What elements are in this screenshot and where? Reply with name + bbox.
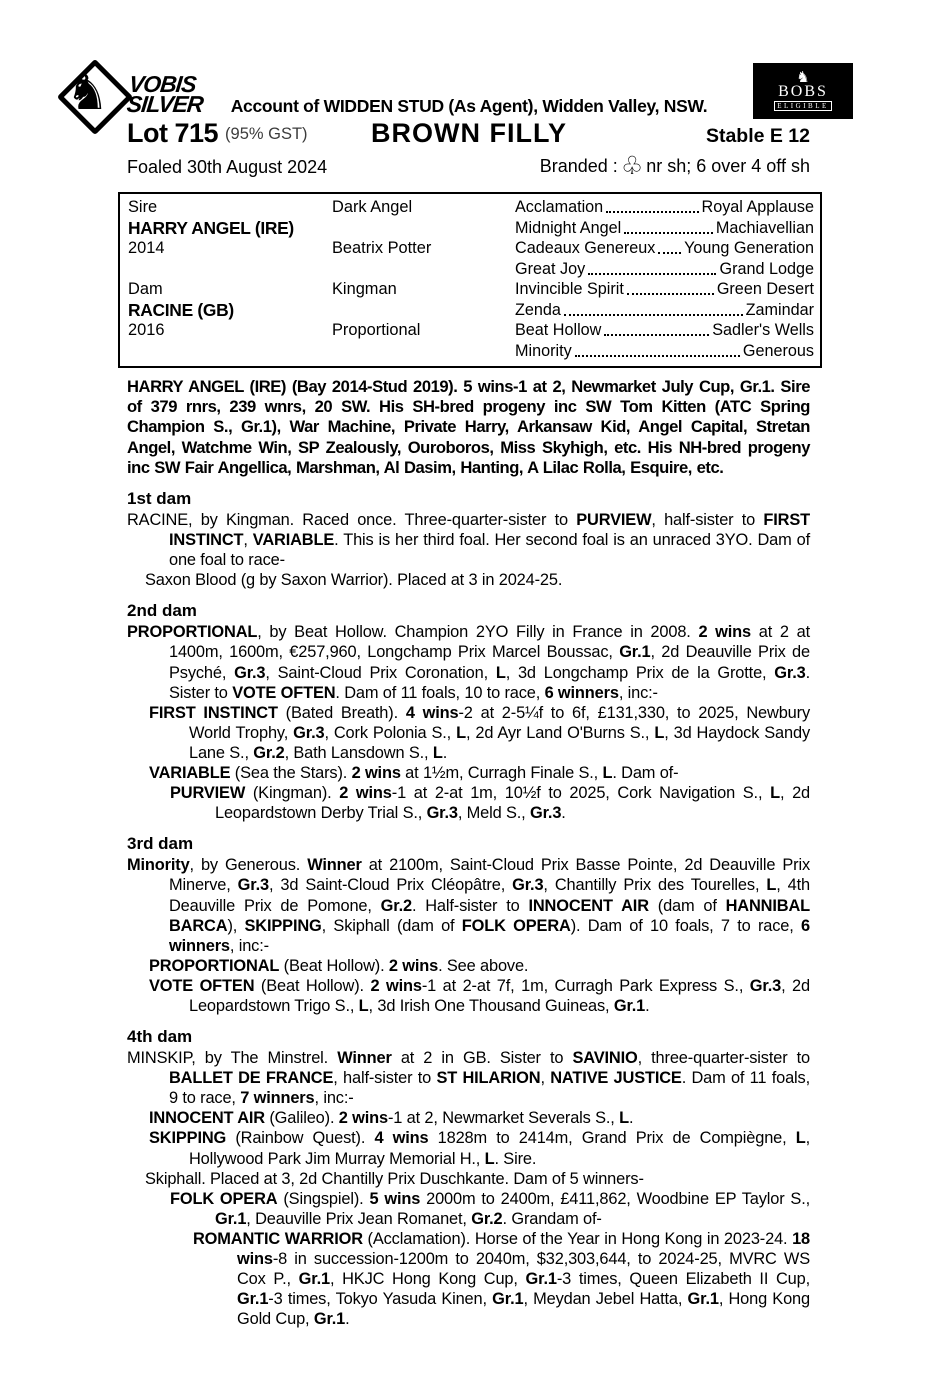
text-run: , Deauville Prix Jean Romanet, [246, 1209, 472, 1228]
text-run: at 2 in GB. Sister to [391, 1049, 573, 1068]
text-run: 1828m to 2414m, Grand Prix de Compiègne, [428, 1129, 796, 1148]
text-run: (Beat Hollow). [254, 976, 371, 995]
text-run: . Grandam of- [502, 1209, 602, 1228]
pedigree-cell-grandparents [515, 238, 814, 259]
pedigree-paragraph [127, 1169, 810, 1189]
bold-text-run: L [795, 1129, 806, 1148]
dot-leader [658, 238, 681, 254]
vobis-word: VOBIS [127, 71, 197, 97]
bold-text-run: Gr.1 [687, 1290, 719, 1309]
bold-text-run: Gr.3 [426, 804, 458, 823]
pedigree-paragraph [127, 703, 810, 763]
bold-text-run: ST HILARION [436, 1069, 541, 1088]
pedigree-paragraph [127, 510, 810, 570]
text-run: , Meld S., [457, 804, 530, 823]
text-run: (Rainbow Quest). [226, 1129, 375, 1148]
bold-text-run: FOLK OPERA [461, 916, 571, 935]
grandparent-dam-name: Royal Applause [701, 198, 814, 216]
pedigree-content [118, 192, 822, 1329]
bobs-badge-title: BOBS [778, 83, 828, 100]
text-run: (Singspiel). [277, 1189, 370, 1208]
text-run: (dam of [648, 896, 726, 915]
bold-text-run: NATIVE JUSTICE [550, 1069, 682, 1088]
grandparent-dam-name: Sadler's Wells [712, 321, 814, 339]
bold-text-run: L [484, 1149, 495, 1168]
bold-text-run: PURVIEW [170, 784, 246, 803]
bold-text-run: Gr.1 [237, 1290, 269, 1309]
grandparent-sire-name: Beat Hollow [515, 321, 602, 339]
bold-text-run: VOTE OFTEN [232, 683, 336, 702]
pedigree-row [128, 341, 814, 362]
text-run: (Kingman). [245, 784, 340, 803]
text-run: , 2d Ayr Land O'Burns S., [465, 723, 655, 742]
pedigree-cell-principal: HARRY ANGEL (IRE) [128, 217, 294, 238]
text-run: . This is her third foal. Her second foal is an unraced 3YO. Dam of one foal to race- [169, 531, 810, 570]
bold-text-run: L [770, 784, 780, 803]
section-heading: 4th dam [127, 1027, 193, 1047]
grandparent-sire-name: Great Joy [515, 259, 586, 278]
text-run: . [629, 1109, 634, 1128]
dot-leader [575, 341, 740, 357]
pedigree-cell-principal: Sire [128, 198, 158, 216]
pedigree-cell-grandparents [515, 259, 814, 280]
bold-text-run: 2 wins [698, 623, 752, 642]
text-run: . Dam of- [612, 764, 679, 783]
text-run: , Cork Polonia S., [324, 723, 457, 742]
text-run: MINSKIP, by The Minstrel. [127, 1049, 338, 1068]
bold-text-run: 4 wins [374, 1129, 429, 1148]
bold-text-run: L [456, 723, 466, 742]
text-run: , Skiphall (dam of [321, 916, 462, 935]
pedigree-section [118, 1027, 822, 1329]
bold-text-run: FIRST INSTINCT [169, 511, 810, 550]
bold-text-run: Gr.2 [253, 743, 285, 762]
text-run: . Sister to [169, 663, 810, 702]
text-run: ). Dam of 10 foals, 7 to race, [570, 916, 802, 935]
text-run: , by Generous. [189, 856, 308, 875]
grandparent-sire-name: Zenda [515, 300, 561, 319]
dot-leader [606, 197, 698, 213]
text-run: . [442, 743, 448, 762]
horse-jockey-glyph: ♞ [66, 67, 110, 120]
text-run: Skiphall. Placed at 3, 2d Chantilly Prix Duschkante. Dam of 5 winners- [145, 1169, 644, 1188]
text-run: -1 at 2-at 7f, 1m, Curragh Park Express S., [421, 976, 750, 995]
dot-leader [624, 218, 713, 234]
text-run: , inc:- [229, 936, 269, 955]
bold-text-run: Gr.2 [471, 1209, 503, 1228]
pedigree-section [118, 834, 822, 1016]
text-run: . [345, 1310, 350, 1329]
dot-leader [564, 300, 743, 316]
text-run: . [645, 996, 650, 1015]
pedigree-cell-parent [332, 259, 515, 280]
bobs-badge-subtitle: ELIGIBLE [774, 101, 832, 111]
bold-text-run: Winner [307, 856, 362, 875]
bold-text-run: Gr.1 [215, 1209, 247, 1228]
bold-text-run: L [432, 743, 443, 762]
bold-text-run: SKIPPING [244, 916, 322, 935]
pedigree-row [128, 218, 814, 239]
pedigree-cell-grandparents [515, 341, 814, 362]
bobs-horse-icon: ♞ [796, 69, 810, 86]
pedigree-row [128, 197, 814, 218]
grandparent-sire-name: Cadeaux Genereux [515, 239, 656, 257]
text-run: , 2d Leopardstown Trigo S., [189, 976, 810, 1015]
bold-text-run: PROPORTIONAL [127, 623, 258, 642]
bold-text-run: L [619, 1109, 629, 1128]
text-run: . Dam of 11 foals, 9 to race, [169, 1069, 810, 1108]
pedigree-cell-grandparents [515, 197, 814, 218]
text-run: -3 times, Queen Elizabeth II Cup, [556, 1270, 810, 1289]
text-run: -8 in succession-1200m to 2040m, $32,303,644, to 2024-25, MVRC WS Cox P., [237, 1250, 810, 1289]
bold-text-run: 6 winners [169, 916, 810, 955]
horse-title: BROWN FILLY [371, 118, 567, 148]
bold-text-run: PROPORTIONAL [149, 956, 280, 975]
pedigree-paragraph [127, 1128, 810, 1168]
text-run: , 3d Haydock Sandy Lane S., [189, 723, 810, 762]
vendor-account-line: Account of WIDDEN STUD (As Agent), Widden Valley, NSW. [230, 96, 708, 116]
lot-label: Lot 715 [127, 118, 219, 148]
pedigree-section [118, 601, 822, 823]
branded-description: nr sh; 6 over 4 off sh [646, 156, 810, 176]
text-run: , Meydan Jebel Hatta, [523, 1290, 688, 1309]
pedigree-paragraph [127, 976, 810, 1016]
grandparent-sire-name: Midnight Angel [515, 218, 622, 237]
pedigree-cell-grandparents [515, 279, 814, 300]
pedigree-cell-parent: Kingman [332, 280, 397, 298]
pedigree-paragraph [127, 570, 810, 590]
bold-text-run: 2 wins [388, 956, 439, 975]
foaled-date: Foaled 30th August 2024 [127, 157, 328, 177]
pedigree-section [118, 489, 822, 590]
text-run: , half-sister to [333, 1069, 437, 1088]
text-run: , 2d Leopardstown Derby Trial S., [215, 784, 811, 823]
pedigree-paragraph [127, 1108, 810, 1128]
grandparent-dam-name: Green Desert [716, 280, 814, 298]
text-run: , 3d Saint-Cloud Prix Cléopâtre, [268, 876, 513, 895]
bold-text-run: Winner [337, 1049, 392, 1068]
pedigree-cell-principal: RACINE (GB) [128, 299, 234, 320]
text-run: , inc:- [314, 1089, 354, 1108]
bold-text-run: Gr.3 [293, 723, 325, 742]
pedigree-paragraph [127, 622, 810, 702]
pedigree-paragraph [127, 1229, 810, 1329]
text-run: . [561, 804, 566, 823]
text-run: , by Beat Hollow. Champion 2YO Filly in France in 2008. [257, 623, 699, 642]
bold-text-run: PURVIEW [576, 511, 652, 530]
bold-text-run: SKIPPING [149, 1129, 227, 1148]
pedigree-paragraph [127, 956, 810, 976]
text-run: , inc:- [618, 683, 658, 702]
bold-text-run: VARIABLE [149, 764, 231, 783]
text-run: , three-quarter-sister to [637, 1049, 811, 1068]
pedigree-cell-parent [332, 341, 515, 362]
grandparent-sire-name: Acclamation [515, 198, 604, 216]
dot-leader [588, 259, 716, 275]
grandparent-dam-name: Machiavellian [715, 218, 814, 237]
stable-number: Stable E 12 [705, 125, 810, 147]
sire-summary: HARRY ANGEL (IRE) (Bay 2014-Stud 2019). 5 wins-1 at 2, Newmarket July Cup, Gr.1. Sire of 379 rnrs, 239 wnrs, 20 SW. His SH-bred progeny inc SW Tom Kitten (ATC Spring Champion S., Gr.1), War Machine, Private Harry, Arkansaw Kid, Angel Capital, Stretan Angel, Watchme Win, SP Zealously, Ouroboros, Miss Skyhigh, etc. His NH-bred progeny inc SW Fair Angellica, Marshman, Al Dasim, Hanting, A Lilac Rolla, Esquire, etc. [127, 377, 810, 477]
text-run: -1 at 2-at 1m, 10½f to 2025, Cork Navigation S., [391, 784, 771, 803]
pedigree-cell-grandparents [515, 320, 814, 341]
bold-text-run: VARIABLE [252, 531, 335, 550]
bold-text-run: Gr.3 [774, 663, 806, 682]
text-run: , Chantilly Prix des Tourelles, [543, 876, 767, 895]
pedigree-row [128, 300, 814, 321]
dam-sections [118, 489, 822, 1329]
bold-text-run: INNOCENT AIR [528, 896, 649, 915]
bold-text-run: SAVINIO [572, 1049, 638, 1068]
pedigree-paragraph [127, 1189, 810, 1229]
bold-text-run: 2 wins [339, 784, 392, 803]
text-run: at 2100m, Saint-Cloud Prix Basse Pointe, 2d Deauville Prix Minerve, [169, 856, 811, 895]
text-run: , 4th Deauville Prix de Pomone, [169, 876, 810, 915]
pedigree-paragraph [127, 855, 810, 955]
bold-text-run: FOLK OPERA [170, 1189, 278, 1208]
bold-text-run: L [654, 723, 665, 742]
bold-text-run: BALLET DE FRANCE [169, 1069, 334, 1088]
bold-text-run: Gr.3 [530, 804, 562, 823]
bold-text-run: FIRST INSTINCT [149, 703, 278, 722]
pedigree-cell-grandparents [515, 218, 814, 239]
section-heading: 3rd dam [127, 834, 194, 854]
text-run: , HKJC Hong Kong Cup, [329, 1270, 526, 1289]
dot-leader [627, 279, 714, 295]
pedigree-row [128, 259, 814, 280]
pedigree-cell-parent: Beatrix Potter [332, 239, 432, 257]
bold-text-run: 5 wins [369, 1189, 421, 1208]
dot-leader [604, 320, 709, 336]
bold-text-run: L [358, 996, 369, 1015]
pedigree-paragraph [127, 783, 810, 823]
text-run: , [540, 1069, 551, 1088]
text-run: , 3d Irish One Thousand Guineas, [368, 996, 614, 1015]
silver-word: SILVER [125, 91, 205, 117]
bold-text-run: INNOCENT AIR [149, 1109, 265, 1128]
grandparent-sire-name: Minority [515, 341, 572, 360]
bobs-eligible-badge [753, 63, 853, 119]
text-run: at 2 at 1400m, 1600m, €257,960, Longchamp Prix Marcel Boussac, [169, 623, 810, 662]
bold-text-run: L [495, 663, 506, 682]
pedigree-cell-parent: Dark Angel [332, 198, 413, 216]
grandparent-sire-name: Invincible Spirit [515, 280, 624, 298]
brand-mark-icon: ♧ [620, 152, 644, 180]
bold-text-run: Gr.1 [313, 1310, 346, 1329]
bold-text-run: Gr.1 [298, 1270, 330, 1289]
text-run: , Bath Lansdown S., [284, 743, 433, 762]
text-run: at 1½m, Curragh Finale S., [400, 764, 603, 783]
bold-text-run: Gr.1 [619, 643, 651, 662]
text-run: 2000m to 2400m, £411,862, Woodbine EP Taylor S., [420, 1189, 811, 1208]
grandparent-dam-name: Zamindar [745, 300, 814, 319]
bold-text-run: Gr.2 [380, 896, 412, 915]
bold-text-run: Gr.3 [749, 976, 782, 995]
bold-text-run: Gr.1 [492, 1290, 524, 1309]
text-run: ), [227, 916, 245, 935]
text-run: (Bated Breath). [277, 703, 406, 722]
text-run: , Hollywood Park Jim Murray Memorial H., [189, 1129, 811, 1168]
pedigree-row [128, 279, 814, 300]
text-run: . Dam of 11 foals, 10 to race, [335, 683, 545, 702]
text-run: , [243, 531, 253, 550]
text-run: , half-sister to [651, 511, 764, 530]
text-run: , 3d Longchamp Prix de la Grotte, [505, 663, 775, 682]
pedigree-cell-parent: Proportional [332, 321, 421, 339]
text-run: . Sire. [494, 1149, 537, 1168]
bold-text-run: L [766, 876, 777, 895]
text-run: , Saint-Cloud Prix Coronation, [265, 663, 496, 682]
branded-label: Branded : [539, 156, 618, 176]
text-run: -2 at 2-5¼f to 6f, £131,330, to 2025, Newbury World Trophy, [189, 703, 810, 742]
branded-line [540, 153, 810, 179]
bold-text-run: Minority [127, 856, 190, 875]
text-run: RACINE, by Kingman. Raced once. Three-quarter-sister to [127, 511, 577, 530]
pedigree-cell-principal [128, 341, 332, 362]
pedigree-cell-parent [332, 300, 515, 321]
bold-text-run: 18 wins [237, 1229, 811, 1269]
bold-text-run: 4 wins [405, 703, 459, 722]
pedigree-row [128, 238, 814, 259]
section-heading: 2nd dam [127, 601, 197, 621]
bold-text-run: ROMANTIC WARRIOR [193, 1229, 363, 1248]
grandparent-dam-name: Young Generation [684, 239, 814, 257]
pedigree-paragraph [127, 1048, 810, 1108]
bold-text-run: 7 winners [240, 1089, 315, 1108]
bold-text-run: 2 wins [338, 1109, 388, 1128]
text-run: (Acclamation). Horse of the Year in Hong Kong in 2023-24. [362, 1229, 793, 1248]
text-run: -1 at 2, Newmarket Severals S., [387, 1109, 620, 1128]
bold-text-run: HANNIBAL BARCA [169, 896, 810, 935]
pedigree-cell-grandparents [515, 300, 814, 321]
bold-text-run: L [602, 764, 613, 783]
text-run: -3 times, Tokyo Yasuda Kinen, [268, 1290, 493, 1309]
pedigree-cell-principal [128, 259, 332, 280]
text-run: . See above. [438, 956, 529, 975]
pedigree-cell-principal: 2016 [128, 321, 165, 339]
pedigree-cell-parent [332, 218, 515, 239]
grandparent-dam-name: Grand Lodge [719, 259, 814, 278]
text-run: Saxon Blood (g by Saxon Warrior). Placed at 3 in 2024-25. [145, 571, 563, 590]
gst-note: (95% GST) [225, 125, 308, 143]
bold-text-run: VOTE OFTEN [149, 976, 255, 995]
text-run: . Half-sister to [411, 896, 529, 915]
bold-text-run: Gr.3 [237, 876, 269, 895]
pedigree-cell-principal: 2014 [128, 239, 165, 257]
pedigree-cell-principal: Dam [128, 280, 163, 298]
bold-text-run: Gr.3 [234, 663, 266, 682]
pedigree-table [118, 192, 822, 368]
bold-text-run: Gr.1 [525, 1270, 557, 1289]
text-run: (Galileo). [264, 1109, 339, 1128]
text-run: , 2d Deauville Prix de Psyché, [169, 643, 810, 682]
bold-text-run: 2 wins [370, 976, 422, 995]
bold-text-run: 2 wins [351, 764, 401, 783]
bold-text-run: Gr.1 [613, 996, 646, 1015]
bold-text-run: 6 winners [544, 683, 619, 702]
text-run: (Beat Hollow). [279, 956, 389, 975]
grandparent-dam-name: Generous [742, 341, 814, 360]
section-heading: 1st dam [127, 489, 192, 509]
pedigree-paragraph [127, 763, 810, 783]
bold-text-run: Gr.3 [512, 876, 544, 895]
text-run: , Hong Kong Gold Cup, [237, 1290, 810, 1329]
text-run: (Sea the Stars). [230, 764, 352, 783]
pedigree-row [128, 320, 814, 341]
